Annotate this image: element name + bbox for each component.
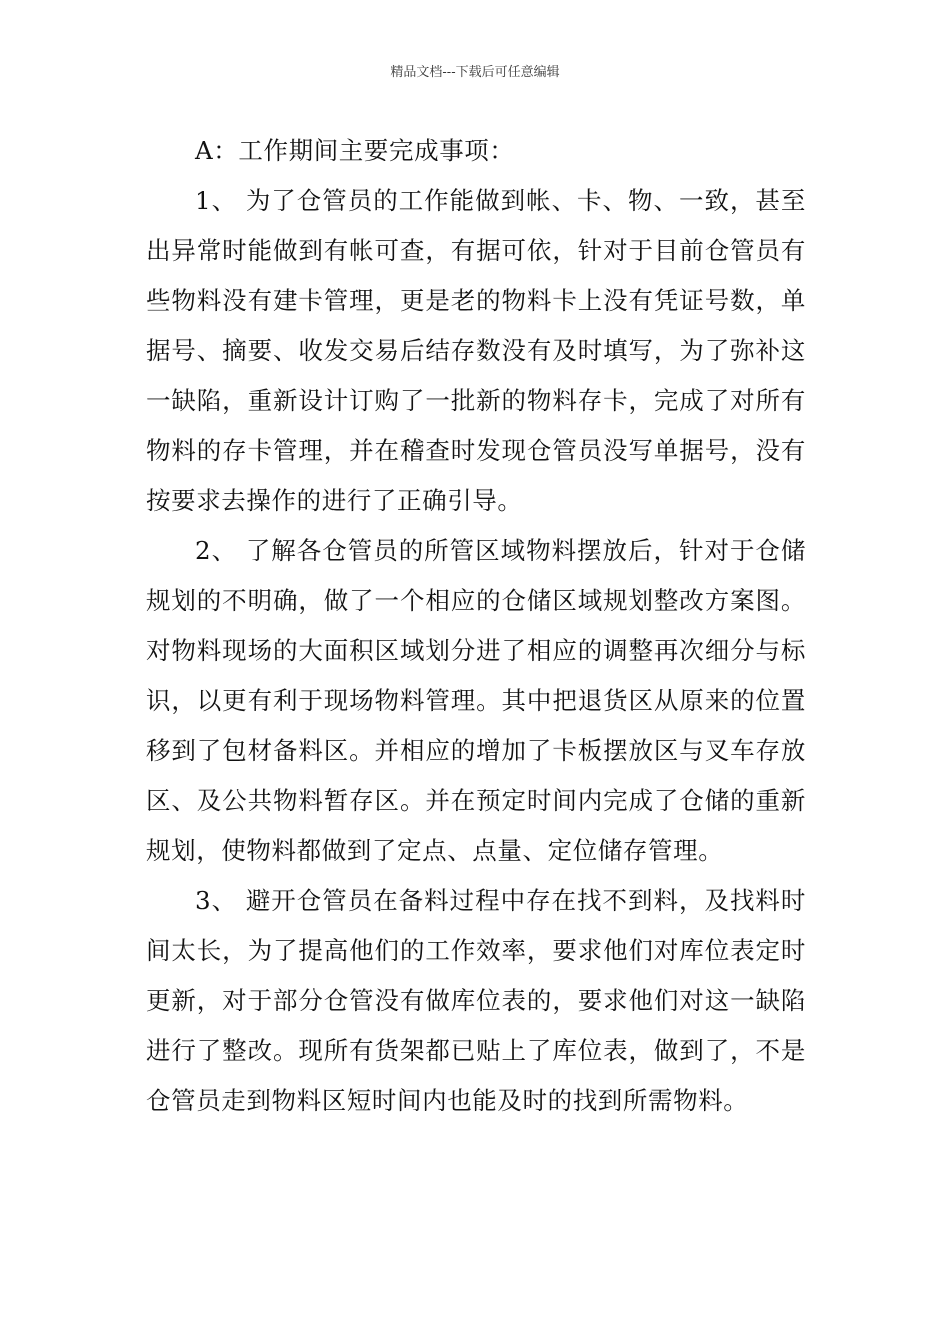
paragraph-1: 1、 为了仓管员的工作能做到帐、卡、物、一致，甚至出异常时能做到有帐可查，有据可依，针对于目前仓管员有些物料没有建卡管理，更是老的物料卡上没有凭证号数，单据号、摘要、收发交易后结存数没有及时填写，为了弥补这一缺陷，重新设计订购了一批新的物料存卡，完成了对所有物料的存卡管理，并在稽查时发现仓管员没写单据号，没有按要求去操作的进行了正确引导。 <box>146 186 806 515</box>
paragraph-3: 3、 避开仓管员在备料过程中存在找不到料，及找料时间太长，为了提高他们的工作效率，要求他们对库位表定时更新，对于部分仓管没有做库位表的，要求他们对这一缺陷进行了整改。现所有货架都已贴上了库位表，做到了，不是仓管员走到物料区短时间内也能及时的找到所需物料。 <box>146 886 806 1115</box>
page-header: 精品文档---下载后可任意编辑 <box>390 65 560 80</box>
document-body <box>146 126 806 1126</box>
section-heading: A：工作期间主要完成事项： <box>195 136 515 165</box>
paragraph-2: 2、 了解各仓管员的所管区域物料摆放后，针对于仓储规划的不明确，做了一个相应的仓储区域规划整改方案图。对物料现场的大面积区域划分进了相应的调整再次细分与标识，以更有利于现场物料管理。其中把退货区从原来的位置移到了包材备料区。并相应的增加了卡板摆放区与叉车存放区、及公共物料暂存区。并在预定时间内完成了仓储的重新规划，使物料都做到了定点、点量、定位储存管理。 <box>146 536 806 865</box>
